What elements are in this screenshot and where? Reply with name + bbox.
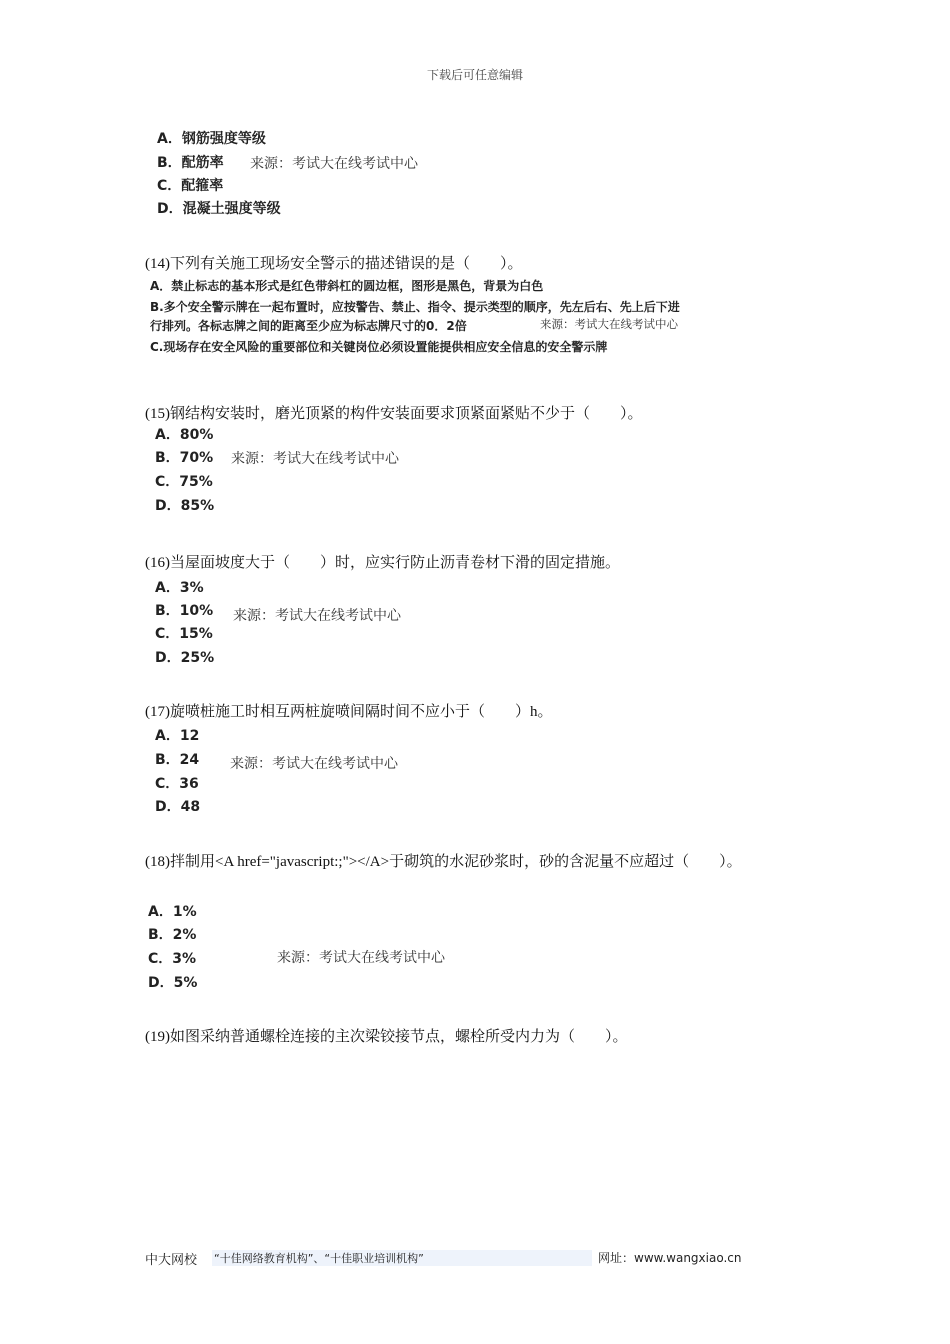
footer-slogan: “十佳网络教育机构”、“十佳职业培训机构” (212, 1250, 592, 1266)
q16-option-d: D．25% (155, 650, 215, 666)
q17-option-d: D．48 (155, 799, 201, 815)
q16-source: 来源：考试大在线考试中心 (233, 608, 401, 624)
q15-option-b: B．70% (155, 450, 214, 466)
q18-option-c: C．3% (148, 951, 197, 967)
q13-source: 来源：考试大在线考试中心 (250, 156, 418, 172)
q17-text: (17)旋喷桩施工时相互两桩旋喷间隔时间不应小于（ ）h。 (145, 704, 553, 720)
q13-option-a: A．钢筋强度等级 (157, 131, 266, 147)
q13-option-d: D．混凝土强度等级 (157, 201, 281, 217)
q18-text: (18)拌制用<A href="javascript:;"></A>于砌筑的水泥砂浆时，砂的含泥量不应超过（ ）。 (145, 854, 742, 870)
q17-option-b: B．24 (155, 752, 200, 768)
q16-option-b: B．10% (155, 603, 214, 619)
q14-option-c: C.现场存在安全风险的重要部位和关键岗位必须设置能提供相应安全信息的安全警示牌 (150, 340, 608, 354)
footer-website-link[interactable]: 网址：www.wangxiao.cn (598, 1251, 742, 1265)
q18-option-a: A．1% (148, 904, 197, 920)
q17-source: 来源：考试大在线考试中心 (230, 756, 398, 772)
q13-option-b: B．配筋率 (157, 155, 224, 171)
q14-option-b-line1: B.多个安全警示牌在一起布置时，应按警告、禁止、指令、提示类型的顺序，先左后右、先上后下进 (150, 300, 680, 314)
q15-option-a: A．80% (155, 427, 214, 443)
q19-text: (19)如图采纳普通螺栓连接的主次梁铰接节点，螺栓所受内力为（ ）。 (145, 1029, 628, 1045)
q14-option-a: A．禁止标志的基本形式是红色带斜杠的圆边框，图形是黑色，背景为白色 (150, 279, 544, 293)
q17-option-a: A．12 (155, 728, 200, 744)
q14-text: (14)下列有关施工现场安全警示的描述错误的是（ ）。 (145, 256, 523, 272)
q13-option-c: C．配箍率 (157, 178, 224, 194)
q15-source: 来源：考试大在线考试中心 (231, 451, 399, 467)
q18-option-d: D．5% (148, 975, 198, 991)
q14-source: 来源：考试大在线考试中心 (540, 317, 678, 331)
q18-option-b: B．2% (148, 927, 197, 943)
q15-option-c: C．75% (155, 474, 213, 490)
q18-source: 来源：考试大在线考试中心 (277, 950, 445, 966)
q15-option-d: D．85% (155, 498, 215, 514)
q16-option-c: C．15% (155, 626, 213, 642)
page-header: 下载后可任意编辑 (426, 68, 523, 82)
footer-brand: 中大网校 (145, 1253, 198, 1268)
q16-option-a: A．3% (155, 580, 204, 596)
q17-option-c: C．36 (155, 776, 199, 792)
q15-text: (15)钢结构安装时，磨光顶紧的构件安装面要求顶紧面紧贴不少于（ ）。 (145, 406, 643, 422)
q14-option-b-line2: 行排列。各标志牌之间的距离至少应为标志牌尺寸的0．2倍 (150, 319, 467, 333)
q16-text: (16)当屋面坡度大于（ ）时，应实行防止沥青卷材下滑的固定措施。 (145, 555, 620, 571)
